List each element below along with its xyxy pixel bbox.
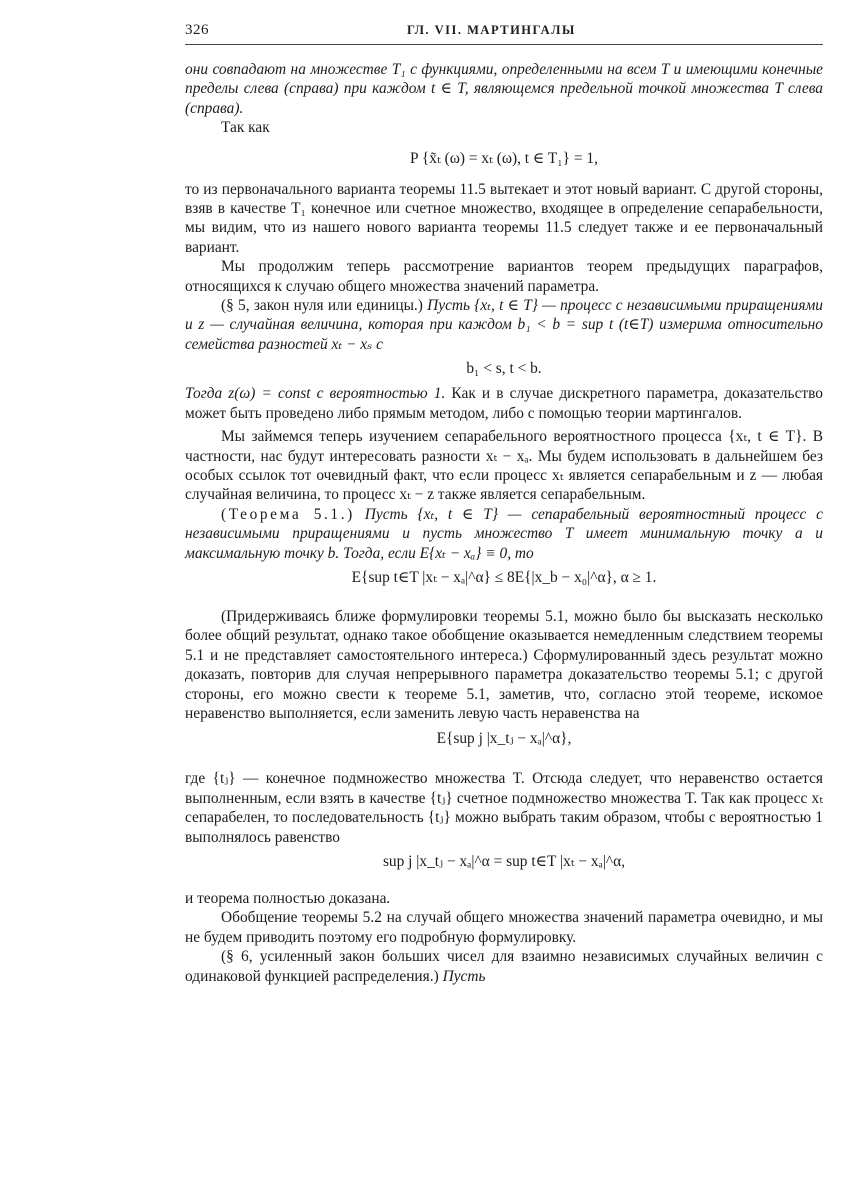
theorem-label: (Теорема 5.1.) (221, 505, 355, 523)
display-formula: P {x̃ₜ (ω) = xₜ (ω), t ∈ T₁} = 1, (410, 149, 598, 167)
paragraph: где {tⱼ} — конечное подмножество множества T. Отсюда следует, что неравенство остается выполненным, если взять в качестве {tⱼ} счетное подмножество множества T. Так как процесс xₜ сепарабелен, то последовательность {tⱼ} можно выбрать таким образом, чтобы с вероятностью 1 выполнялось равенство (185, 770, 823, 846)
paragraph: Так как (221, 119, 270, 137)
paragraph (185, 947, 823, 986)
running-header (185, 22, 823, 45)
statement-text: Пусть (442, 967, 486, 985)
body-text (185, 60, 823, 986)
paragraph: (Придерживаясь ближе формулировки теоремы 5.1, можно было бы высказать несколько более общий результат, однако такое обобщение оказывается немедленным следствием теоремы 5.1 и не представляет самостоятельного интереса.) Сформулированный здесь результат можно доказать, повторив для случая непрерывного параметра доказательство теоремы 5.1; с другой стороны, его можно свести к теореме 5.1, заметив, что, согласно этой теореме, искомое неравенство выполняется, если заменить левую часть неравенства на (185, 607, 823, 722)
paragraph: то из первоначального варианта теоремы 11.5 вытекает и этот новый вариант. С другой стороны, взяв в качестве T₁ конечное или счетное множество, входящее в определение сепарабельности, мы видим, что из нашего нового варианта теоремы 11.5 следует также и ее первоначальный вариант. (185, 180, 823, 256)
paragraph: и теорема полностью доказана. (185, 890, 391, 907)
paragraph (185, 296, 823, 354)
section-reference: (§ 6, усиленный закон больших чисел для взаимно независимых случайных величин с одинаковой функцией распределения.) (185, 948, 823, 985)
statement-text: Тогда z(ω) = const с вероятностью 1. (185, 385, 446, 403)
paragraph: они совпадают на множестве T₁ с функциями, определенными на всем T и имеющими конечные пределы слева (справа) при каждом t ∈ T, являющемся предельной точкой множества T слева (справа). (185, 61, 823, 117)
paragraph (185, 505, 823, 563)
paragraph (185, 384, 823, 423)
display-formula: E{sup t∈T |xₜ − xₐ|^α} ≤ 8E{|x_b − x₀|^α}, α ≥ 1. (351, 568, 657, 586)
paragraph-text: Как и в случае дискретного параметра, доказательство может быть проведено либо прямым методом, либо с помощью теории мартингалов. (185, 385, 823, 422)
display-formula: sup j |x_tⱼ − xₐ|^α = sup t∈T |xₜ − xₐ|^α, (382, 853, 626, 870)
display-formula: b₁ < s, t < b. (466, 360, 542, 378)
paragraph: Мы продолжим теперь рассмотрение вариантов теорем предыдущих параграфов, относящихся к случаю общего множества значений параметра. (185, 258, 823, 295)
paragraph: Обобщение теоремы 5.2 на случай общего множества значений параметра очевидно, и мы не будем приводить поэтому его подробную формулировку. (185, 909, 823, 946)
page-number: 326 (185, 22, 209, 38)
statement-text: Пусть {xₜ, t ∈ T} — сепарабельный вероятностный процесс с независимыми приращениями и пусть множество T имеет минимальную точку a и максимальную точку b. Тогда, если E{xₜ − xₐ} ≡ 0, то (185, 505, 823, 562)
statement-text: Пусть {xₜ, t ∈ T} — процесс с независимыми приращениями и z — случайная величина, которая при каждом b₁ < b = sup t (t∈T) измерима относительно семейства разностей xₜ − xₛ с (185, 297, 823, 353)
display-formula: E{sup j |x_tⱼ − xₐ|^α}, (436, 730, 572, 748)
running-title: ГЛ. VII. МАРТИНГАЛЫ (407, 23, 576, 37)
paragraph: Мы займемся теперь изучением сепарабельного вероятностного процесса {xₜ, t ∈ T}. В частности, нас будут интересовать разности xₜ − xₐ. Мы будем использовать в дальнейшем без особых ссылок тот очевидный факт, что если процесс xₜ является сепарабельным и z — любая случайная величина, то процесс xₜ − z также является сепарабельным. (185, 428, 823, 504)
section-reference: (§ 5, закон нуля или единицы.) (221, 297, 423, 315)
